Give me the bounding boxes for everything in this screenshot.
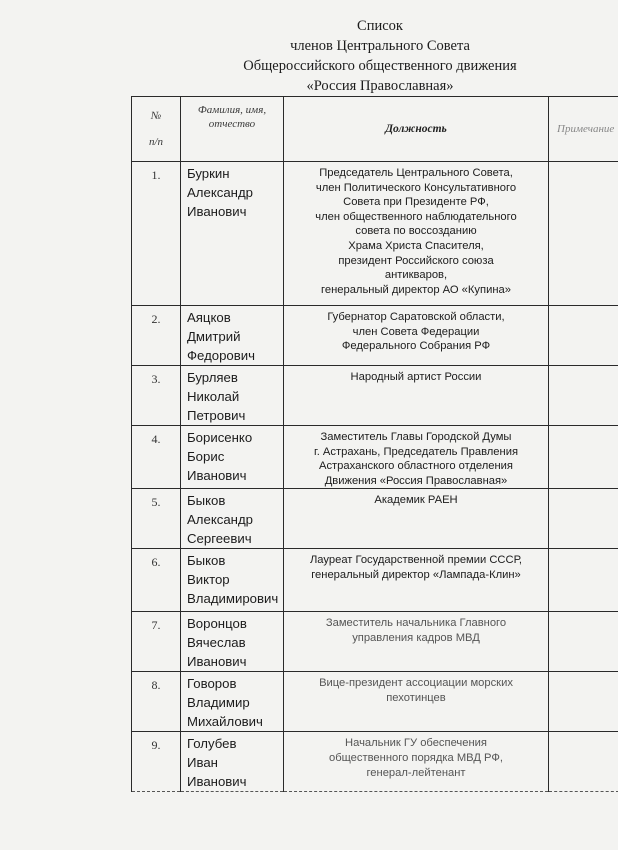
member-position [284, 612, 549, 672]
member-position-line: совета по воссозданию [355, 225, 477, 238]
member-name-part: Борис [187, 449, 225, 464]
member-note [549, 489, 618, 549]
member-name-part: Буркин [187, 166, 230, 181]
member-position-line: генеральный директор АО «Купина» [321, 283, 511, 296]
row-number: 9. [132, 732, 181, 792]
member-name-part: Иванович [187, 204, 247, 219]
member-position-line: Астраханского областного отделения [319, 460, 513, 473]
member-position-line: Федерального Собрания РФ [341, 340, 491, 353]
member-position-line: Губернатор Саратовской области, [327, 311, 505, 323]
member-name-part: Иван [187, 755, 218, 771]
member-name-part: Федорович [187, 348, 256, 363]
column-header-name [181, 97, 284, 162]
row-number: 4. [132, 426, 181, 489]
column-header-number-bottom: п/п [148, 136, 164, 148]
table-row [132, 426, 618, 489]
member-name-part: Михайлович [187, 714, 263, 730]
row-number: 2. [132, 306, 181, 366]
member-position-line: Народный артист России [350, 371, 482, 383]
row-number: 1. [132, 162, 181, 306]
member-name [181, 162, 284, 306]
member-position-line: Храма Христа Спасителя, [348, 239, 484, 252]
member-position-line: Вице-президент ассоциации морских [319, 677, 513, 690]
member-name-part: Иванович [187, 774, 247, 790]
member-name-part: Николай [187, 389, 240, 404]
member-name-part: Воронцов [187, 616, 247, 632]
member-position-line: член Совета Федерации [352, 325, 480, 338]
member-note [549, 162, 618, 306]
member-name [181, 549, 284, 612]
member-position-line: генеральный директор «Лампада-Клин» [311, 568, 521, 581]
member-name [181, 489, 284, 549]
member-position-line: г. Астрахань, Председатель Правления [313, 445, 519, 458]
member-name-part: Иванович [187, 468, 247, 483]
member-name-part: Виктор [187, 572, 230, 588]
column-header-note: Примечание [549, 97, 618, 162]
member-position-line: Председатель Центрального Совета, [319, 167, 513, 179]
members-table [131, 96, 618, 792]
document-header [190, 16, 570, 96]
member-name-part: Быков [187, 553, 226, 569]
table-header-row [132, 97, 618, 162]
header-subtitle-3: «Россия Православная» [306, 78, 454, 94]
member-note [549, 306, 618, 366]
member-position-line: пехотинцев [386, 691, 446, 704]
member-name [181, 612, 284, 672]
member-name-part: Владимир [187, 695, 250, 711]
table-row [132, 489, 618, 549]
member-position-line: антикваров, [384, 269, 448, 282]
member-position [284, 549, 549, 612]
member-name-part: Петрович [187, 408, 246, 423]
member-position [284, 732, 549, 792]
member-position-line: Начальник ГУ обеспечения [345, 737, 487, 750]
member-name-part: Аяцков [187, 310, 231, 325]
header-subtitle-1: членов Центрального Совета [290, 38, 470, 54]
column-header-number [132, 97, 181, 162]
row-number: 7. [132, 612, 181, 672]
member-position-line: управления кадров МВД [352, 631, 480, 644]
member-name-part: Бурляев [187, 370, 238, 385]
row-number: 5. [132, 489, 181, 549]
row-number: 3. [132, 366, 181, 426]
member-name-part: Голубев [187, 736, 237, 752]
member-position [284, 672, 549, 732]
member-position [284, 426, 549, 489]
column-header-position: Должность [284, 97, 549, 162]
member-position-line: президент Российского союза [338, 254, 494, 267]
table-row [132, 732, 618, 792]
member-name [181, 732, 284, 792]
member-note [549, 732, 618, 792]
header-subtitle-2: Общероссийского общественного движения [243, 58, 517, 74]
member-name-part: Александр [187, 512, 253, 528]
row-number: 6. [132, 549, 181, 612]
member-note [549, 672, 618, 732]
member-name-part: Дмитрий [187, 329, 241, 344]
column-header-name-line1: Фамилия, имя, [197, 104, 267, 116]
member-position-line: Академик РАЕН [374, 494, 458, 507]
member-name [181, 366, 284, 426]
member-name-part: Александр [187, 185, 253, 200]
table-row [132, 162, 618, 306]
member-position-line: Заместитель Главы Городской Думы [320, 431, 512, 443]
member-name-part: Борисенко [187, 430, 253, 445]
table-row [132, 549, 618, 612]
column-header-number-top: № [150, 110, 162, 122]
member-position-line: член общественного наблюдательного [315, 210, 517, 223]
member-note [549, 366, 618, 426]
member-position-line: Движения «Россия Православная» [324, 474, 508, 487]
member-name-part: Сергеевич [187, 531, 252, 547]
member-position-line: член Политического Консультативного [315, 181, 517, 194]
member-position-line: Лауреат Государственной премии СССР, [309, 554, 523, 567]
member-position-line: Совета при Президенте РФ, [343, 196, 489, 209]
table-body [132, 162, 618, 792]
member-note [549, 426, 618, 489]
member-position [284, 162, 549, 306]
header-title: Список [357, 18, 403, 34]
table-row [132, 672, 618, 732]
member-position [284, 366, 549, 426]
member-note [549, 549, 618, 612]
table-row [132, 306, 618, 366]
member-name-part: Быков [187, 493, 226, 509]
member-position-line: Заместитель начальника Главного [325, 617, 507, 630]
member-name-part: Владимирович [187, 591, 279, 607]
member-name [181, 672, 284, 732]
column-header-name-line2: отчество [208, 118, 256, 130]
member-name-part: Иванович [187, 654, 247, 670]
member-position-line: общественного порядка МВД РФ, [328, 751, 504, 764]
member-name-part: Вячеслав [187, 635, 246, 651]
table-row [132, 612, 618, 672]
member-note [549, 612, 618, 672]
table-row [132, 366, 618, 426]
member-position [284, 489, 549, 549]
member-name-part: Говоров [187, 676, 237, 692]
member-position-line: генерал-лейтенант [366, 766, 466, 779]
row-number: 8. [132, 672, 181, 732]
member-position [284, 306, 549, 366]
member-name [181, 306, 284, 366]
member-name [181, 426, 284, 489]
